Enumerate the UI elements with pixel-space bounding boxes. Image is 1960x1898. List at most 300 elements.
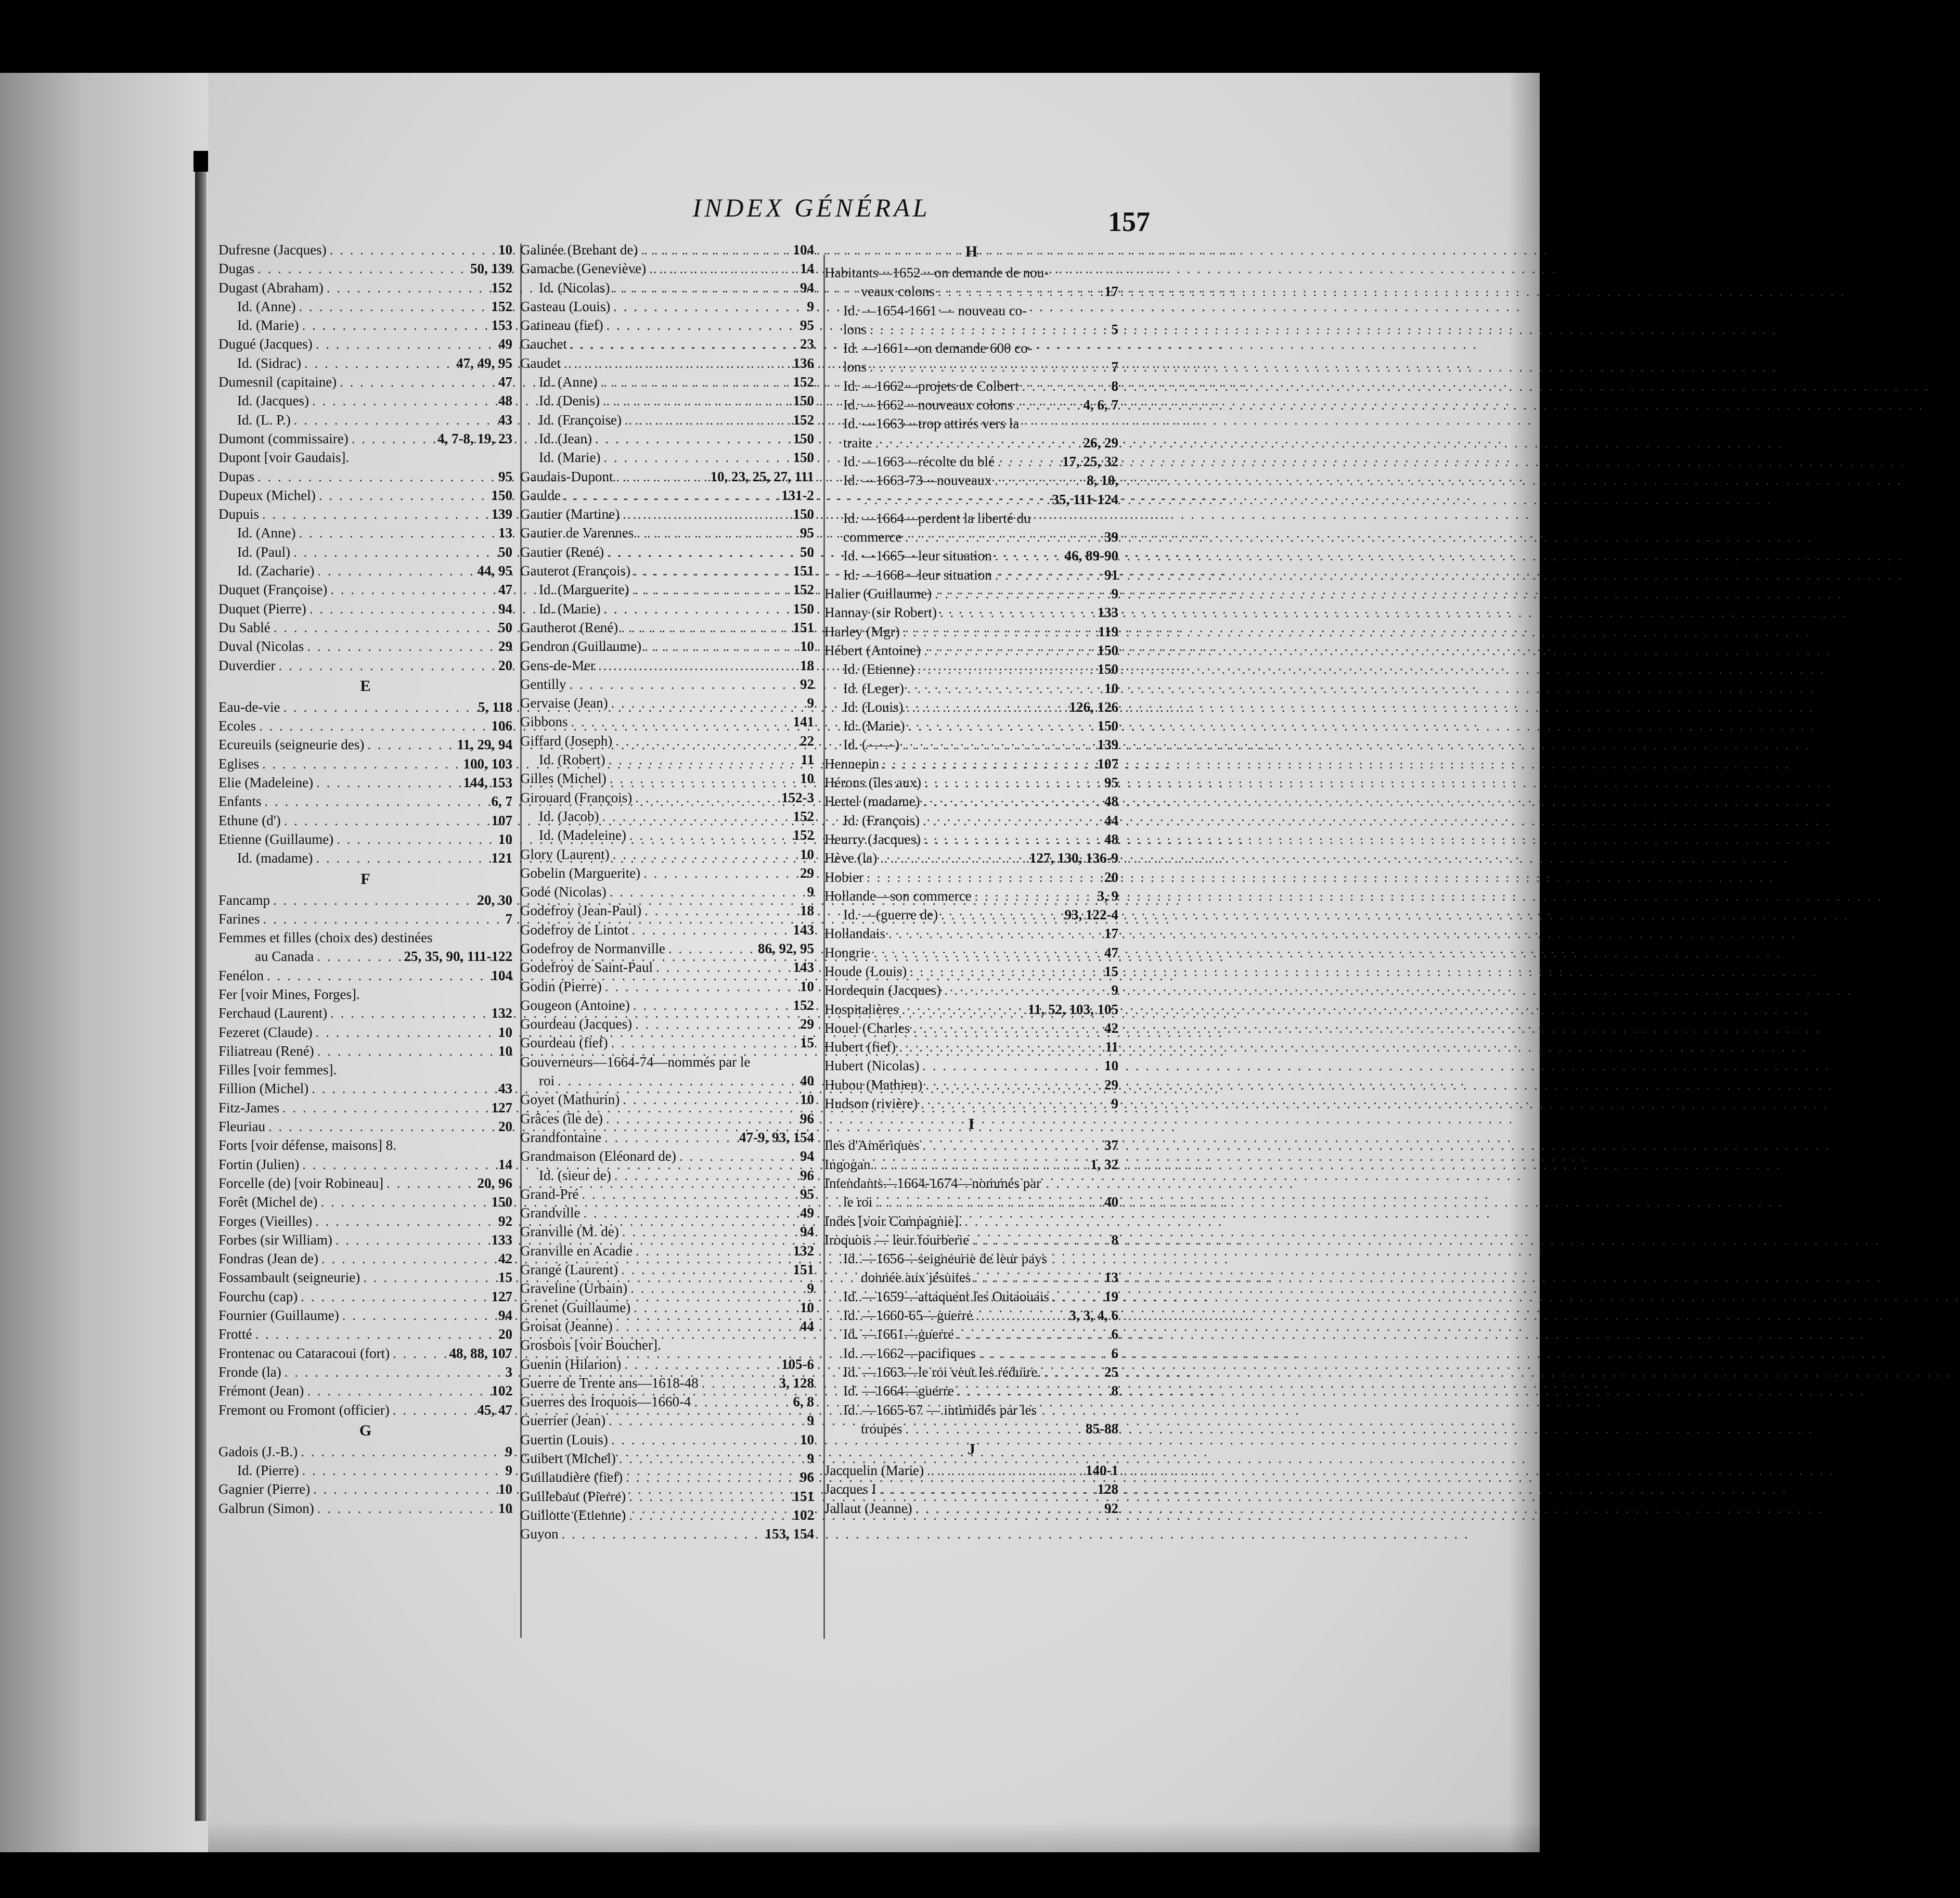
entry-pages: 20 xyxy=(498,1326,512,1342)
index-entry xyxy=(218,1212,512,1230)
entry-pages: 20, 96 xyxy=(477,1175,512,1191)
dot-leader xyxy=(254,259,470,278)
index-entry xyxy=(520,373,814,391)
index-entry xyxy=(218,716,512,735)
entry-pages: 11 xyxy=(801,752,814,768)
entry-pages: 50, 139 xyxy=(470,261,512,277)
entry-pages: 94 xyxy=(800,1148,814,1164)
index-entry xyxy=(520,1090,814,1109)
dot-leader xyxy=(281,1363,506,1381)
index-column-1 xyxy=(218,240,512,1518)
index-entry xyxy=(520,1468,814,1486)
dot-leader xyxy=(903,698,1069,716)
entry-pages: 6, 8 xyxy=(793,1394,814,1410)
section-letter-label: H xyxy=(965,243,978,260)
entry-name: Id. (Pierre) xyxy=(237,1463,299,1479)
entry-name: Forbes (sir William) xyxy=(218,1232,332,1248)
entry-pages: 95 xyxy=(800,1186,814,1202)
index-entry xyxy=(520,882,814,901)
index-entry xyxy=(520,826,814,844)
dot-leader xyxy=(872,1192,1104,1211)
entry-pages: 150 xyxy=(793,506,814,522)
entry-name: Id. (Paul) xyxy=(237,544,290,560)
section-letter-label: J xyxy=(968,1441,975,1458)
entry-pages: 35, 111-124 xyxy=(1052,491,1118,507)
entry-name: au Canada xyxy=(255,948,314,965)
entry-name: Gautherot (René) xyxy=(520,619,618,635)
dot-leader xyxy=(270,891,478,909)
entry-name: Fortin (Julien) xyxy=(218,1156,300,1172)
entry-pages: 10 xyxy=(800,771,814,787)
index-entry xyxy=(218,1442,512,1461)
index-entry xyxy=(824,1363,1118,1381)
dot-leader xyxy=(691,1392,793,1411)
entry-name: Fourchu (cap) xyxy=(218,1288,298,1304)
dot-leader xyxy=(969,1230,1111,1249)
entry-pages: 152 xyxy=(793,997,814,1013)
index-entry xyxy=(824,339,1118,357)
entry-name: Godefroy de Saint-Paul xyxy=(520,959,653,976)
entry-name: Houde (Louis) xyxy=(824,963,907,979)
index-entry xyxy=(218,792,512,811)
entry-name: Hongrie xyxy=(824,944,871,960)
entry-name: Hève (la) xyxy=(824,850,878,866)
dot-leader xyxy=(922,1075,1104,1094)
entry-name: Jacquelin (Marie) xyxy=(824,1463,924,1479)
entry-pages: 152 xyxy=(793,374,814,390)
dot-leader xyxy=(620,1090,800,1109)
dot-leader xyxy=(316,486,492,505)
entry-pages: 9 xyxy=(1111,1096,1118,1112)
index-entry xyxy=(520,486,814,505)
dot-leader xyxy=(318,1249,498,1268)
entry-name: Id. —1656—seigneurie de leur pays xyxy=(843,1251,1048,1267)
index-entry xyxy=(218,891,512,909)
index-entry xyxy=(218,947,512,966)
index-entry xyxy=(218,909,512,928)
entry-name: Guerrier (Jean) xyxy=(520,1413,606,1429)
entry-name: donnée aux jésuites xyxy=(861,1269,971,1286)
entry-name: Gautier (Martine) xyxy=(520,506,620,522)
index-entry xyxy=(218,1023,512,1042)
entry-name: Grandfontaine xyxy=(520,1129,601,1145)
index-entry xyxy=(520,845,814,864)
entry-name: Guerres des Iroquois—1660-4 xyxy=(520,1394,691,1410)
entry-pages: 43 xyxy=(498,1081,512,1097)
dot-leader xyxy=(995,452,1062,471)
entry-name: Guyon xyxy=(520,1526,559,1542)
index-entry xyxy=(218,656,512,675)
entry-name: Gourdeau (Jacques) xyxy=(520,1016,633,1032)
entry-name: Halier (Guillaume) xyxy=(824,586,932,602)
entry-pages: 10 xyxy=(498,831,512,847)
entry-pages: 119 xyxy=(1098,623,1118,639)
dot-leader xyxy=(256,716,492,735)
entry-name: Id. (Leger) xyxy=(843,680,904,696)
dot-leader xyxy=(918,1094,1111,1113)
entry-name: Id. —1668—leur situation xyxy=(843,567,992,583)
entry-name: Gervaise (Jean) xyxy=(520,695,608,711)
entry-pages: 10 xyxy=(800,1299,814,1315)
entry-name: Id. (Nicolas) xyxy=(539,279,610,296)
entry-pages: 40 xyxy=(800,1073,814,1089)
index-entry xyxy=(824,1344,1118,1363)
entry-pages: 5 xyxy=(1111,321,1118,337)
entry-pages: 47 xyxy=(498,374,512,390)
dot-leader xyxy=(902,1419,1086,1438)
dot-leader xyxy=(877,849,1029,867)
entry-pages: 10 xyxy=(498,1024,512,1040)
index-entry xyxy=(824,528,1118,546)
dot-leader xyxy=(608,694,807,712)
entry-pages: 10 xyxy=(800,1431,814,1447)
index-entry xyxy=(824,263,1118,282)
index-entry xyxy=(824,1480,1118,1498)
index-entry xyxy=(520,1411,814,1430)
dot-leader xyxy=(599,807,793,826)
dot-leader xyxy=(621,1355,781,1374)
dot-leader xyxy=(619,1222,800,1241)
index-entry xyxy=(824,1037,1118,1056)
dot-leader xyxy=(618,618,793,637)
entry-pages: 150 xyxy=(793,430,814,446)
index-entry xyxy=(520,1260,814,1279)
dot-leader xyxy=(595,656,800,675)
index-entry xyxy=(824,1419,1118,1438)
entry-pages: 151 xyxy=(793,1262,814,1278)
dot-leader xyxy=(601,1128,739,1147)
dot-leader xyxy=(632,1015,800,1033)
dot-leader xyxy=(641,901,800,920)
index-entry xyxy=(218,1249,512,1268)
dot-leader xyxy=(580,1203,800,1222)
index-entry xyxy=(520,1166,814,1185)
index-entry xyxy=(824,981,1118,999)
index-entry xyxy=(218,637,512,656)
index-entry xyxy=(520,354,814,373)
entry-name: Forêt (Michel de) xyxy=(218,1194,318,1210)
dot-leader xyxy=(613,1317,800,1336)
entry-pages: 128 xyxy=(1097,1481,1118,1497)
entry-name: Id. —1660-65—guerre xyxy=(843,1307,973,1324)
entry-name: Harley (Mgr) xyxy=(824,623,900,639)
entry-name: Gamache (Geneviève) xyxy=(520,261,647,277)
entry-pages: 42 xyxy=(498,1251,512,1267)
page-shadow-bottom xyxy=(208,1821,1540,1852)
entry-pages: 10, 23, 25, 27, 111 xyxy=(710,468,814,484)
section-letter-label: E xyxy=(360,677,371,695)
index-entry xyxy=(824,1287,1118,1306)
entry-name: Indes [voir Compagnie]. xyxy=(824,1213,962,1229)
entry-name: Frémont (Jean) xyxy=(218,1383,304,1399)
dot-leader xyxy=(327,240,498,259)
dot-leader xyxy=(921,641,1097,660)
index-entry xyxy=(824,1325,1118,1343)
dot-leader xyxy=(932,584,1111,603)
entry-name: Fer [voir Mines, Forges]. xyxy=(218,986,360,1002)
entry-pages: 19 xyxy=(1104,1288,1118,1304)
index-entry xyxy=(824,1401,1118,1419)
dot-leader xyxy=(600,448,793,467)
entry-pages: 143 xyxy=(793,921,814,938)
entry-name: Forges (Vieilles) xyxy=(218,1213,313,1229)
index-entry xyxy=(520,1147,814,1165)
section-letter-label: F xyxy=(360,870,370,888)
entry-name: Godefroy (Jean-Paul) xyxy=(520,903,642,919)
entry-name: Id. —(guerre de) xyxy=(843,907,938,923)
dot-leader xyxy=(313,1023,498,1042)
entry-name: lons xyxy=(843,359,867,375)
dot-leader xyxy=(879,754,1098,773)
entry-name: Ethune (d') xyxy=(218,812,281,828)
index-entry xyxy=(520,637,814,656)
entry-name: Elie (Madeleine) xyxy=(218,775,314,791)
entry-pages: 127 xyxy=(491,1288,512,1304)
entry-name: Dumont (commissaire) xyxy=(218,430,349,446)
dot-leader xyxy=(567,335,800,353)
entry-name: Jallaut (Jeanne) xyxy=(824,1500,912,1516)
index-entry xyxy=(218,1401,512,1419)
index-entry xyxy=(824,433,1118,452)
entry-pages: 20 xyxy=(498,1119,512,1135)
entry-name: Heurry (Jacques) xyxy=(824,831,921,847)
index-entry xyxy=(520,958,814,977)
dot-leader xyxy=(314,947,404,966)
page-number: 157 xyxy=(1108,206,1150,237)
dot-leader xyxy=(605,1411,807,1430)
dot-leader xyxy=(555,1071,800,1090)
entry-pages: 150 xyxy=(793,450,814,466)
dot-leader xyxy=(921,830,1104,849)
dot-leader xyxy=(861,490,1052,509)
entry-pages: 18 xyxy=(800,657,814,673)
dot-leader xyxy=(867,320,1111,339)
dot-leader xyxy=(290,543,498,561)
dot-leader xyxy=(618,1260,793,1279)
entry-name: Granville (M. de) xyxy=(520,1224,619,1240)
entry-name: Farines xyxy=(218,910,260,927)
index-entry xyxy=(520,996,814,1015)
index-entry xyxy=(218,278,512,297)
dot-leader xyxy=(626,1506,793,1524)
dot-leader xyxy=(920,811,1104,830)
entry-name: Ferchaud (Laurent) xyxy=(218,1005,328,1021)
entry-pages: 46, 89-90 xyxy=(1064,548,1118,564)
index-entry xyxy=(520,1336,814,1354)
index-entry xyxy=(520,467,814,486)
entry-name: Guenin (Hilarion) xyxy=(520,1356,622,1372)
entry-pages: 48 xyxy=(498,393,512,409)
dot-leader xyxy=(568,712,793,731)
entry-pages: 10 xyxy=(800,846,814,862)
entry-name: Id. (Jacob) xyxy=(539,808,599,824)
dot-leader xyxy=(608,1430,800,1449)
entry-pages: 102 xyxy=(491,1383,512,1399)
dot-leader xyxy=(935,282,1104,301)
section-letter xyxy=(218,675,512,698)
entry-name: Id. —1661—on demande 600 co- xyxy=(843,340,1033,356)
dot-leader xyxy=(607,769,800,788)
entry-name: Hordequin (Jacques) xyxy=(824,982,942,998)
entry-name: Duval (Nicolas xyxy=(218,638,304,655)
dot-leader xyxy=(310,1480,498,1498)
entry-pages: 44 xyxy=(800,1318,814,1334)
dot-leader xyxy=(630,561,793,580)
entry-name: Id. —1662—nouveaux colons xyxy=(843,397,1013,413)
index-entry xyxy=(824,1268,1118,1287)
section-letter xyxy=(218,1419,512,1442)
entry-pages: 29 xyxy=(1104,1076,1118,1093)
entry-pages: 151 xyxy=(793,1488,814,1504)
index-entry xyxy=(218,1268,512,1287)
index-entry xyxy=(520,580,814,599)
entry-name: Id. (Françoise) xyxy=(539,412,622,428)
index-entry xyxy=(218,1381,512,1400)
index-entry xyxy=(520,712,814,731)
entry-name: Frotté xyxy=(218,1326,252,1342)
index-entry xyxy=(824,584,1118,603)
dot-leader xyxy=(275,656,498,675)
page-title: INDEX GÉNÉRAL xyxy=(692,193,931,222)
entry-name: Fezeret (Claude) xyxy=(218,1024,313,1040)
index-entry xyxy=(824,773,1118,792)
entry-name: Guertin (Louis) xyxy=(520,1431,608,1447)
entry-name: Enfants xyxy=(218,793,262,810)
dot-leader xyxy=(291,411,498,429)
entry-name: Id. (Marguerite) xyxy=(539,582,629,598)
entry-pages: 127 xyxy=(491,1099,512,1115)
entry-pages: 150 xyxy=(793,393,814,409)
entry-name: Hérons (îles aux) xyxy=(824,775,921,791)
dot-leader xyxy=(973,1306,1069,1325)
index-entry xyxy=(218,297,512,316)
dot-leader xyxy=(907,962,1104,981)
index-entry xyxy=(520,1298,814,1317)
index-entry xyxy=(520,1524,814,1543)
entry-name: Grosbois [voir Boucher]. xyxy=(520,1337,661,1353)
entry-pages: 10 xyxy=(800,638,814,655)
index-entry xyxy=(218,580,512,599)
index-entry xyxy=(218,1480,512,1498)
entry-pages: 10 xyxy=(498,242,512,258)
index-entry xyxy=(824,1381,1118,1400)
index-entry xyxy=(824,868,1118,887)
entry-name: Id. (Jacques) xyxy=(237,393,309,409)
dot-leader xyxy=(919,1056,1104,1075)
dot-leader xyxy=(920,792,1104,811)
index-entry xyxy=(520,920,814,939)
entry-name: Gaudet xyxy=(520,355,561,371)
entry-pages: 150 xyxy=(1097,718,1118,734)
index-entry xyxy=(520,1033,814,1052)
entry-pages: 150 xyxy=(1097,642,1118,658)
dot-leader xyxy=(603,1109,800,1128)
index-entry xyxy=(520,335,814,353)
dot-leader xyxy=(327,1004,491,1022)
entry-name: Dupas xyxy=(218,468,254,484)
index-entry xyxy=(824,1230,1118,1249)
entry-name: Glory (Laurent) xyxy=(520,846,610,862)
index-entry xyxy=(824,452,1118,471)
index-entry xyxy=(218,1461,512,1480)
entry-pages: 9 xyxy=(807,298,814,314)
entry-name: Du Sablé xyxy=(218,619,270,635)
dot-leader xyxy=(638,240,793,259)
entry-pages: 104 xyxy=(793,242,814,258)
entry-name: Godin (Pierre) xyxy=(520,978,602,994)
entry-name: Id. (François) xyxy=(843,812,920,828)
entry-pages: 9 xyxy=(1111,982,1118,998)
index-entry xyxy=(824,754,1118,773)
entry-name: Giffard (Joseph) xyxy=(520,733,613,749)
entry-pages: 14 xyxy=(800,261,814,277)
entry-pages: 9 xyxy=(807,1451,814,1466)
dot-leader xyxy=(604,543,800,561)
dot-leader xyxy=(976,1344,1112,1363)
entry-pages: 23 xyxy=(800,336,814,352)
entry-name: Iles d'Amériques xyxy=(824,1137,920,1153)
entry-pages: 44 xyxy=(1104,812,1118,828)
entry-name: Id. (Anne) xyxy=(237,298,296,314)
entry-pages: 10 xyxy=(1104,1058,1118,1074)
index-entry xyxy=(824,792,1118,811)
entry-pages: 92 xyxy=(498,1213,512,1229)
entry-name: Grenet (Guillaume) xyxy=(520,1299,631,1315)
index-entry xyxy=(824,660,1118,678)
entry-name: Intendants—1664-1674—nommés par xyxy=(824,1175,1041,1191)
entry-pages: 50 xyxy=(498,544,512,560)
dot-leader xyxy=(299,1461,505,1480)
entry-pages: 9 xyxy=(807,884,814,900)
dot-leader xyxy=(559,1524,765,1543)
entry-pages: 8, 10, xyxy=(1087,472,1118,489)
entry-pages: 132 xyxy=(793,1242,814,1259)
entry-name: Fremont ou Fromont (officier) xyxy=(218,1402,390,1418)
index-entry xyxy=(824,622,1118,641)
entry-name: Ecoles xyxy=(218,718,256,734)
index-entry xyxy=(520,977,814,996)
dot-leader xyxy=(876,1480,1098,1498)
entry-pages: 9 xyxy=(505,1443,512,1459)
entry-name: Houel (Charles xyxy=(824,1020,910,1036)
index-entry xyxy=(520,505,814,523)
dot-leader xyxy=(270,618,498,637)
entry-pages: 47 xyxy=(498,582,512,598)
entry-name: Habitants—1652—on demande de nou- xyxy=(824,265,1049,280)
entry-name: Id. —1663-73—nouveaux xyxy=(843,472,991,489)
index-entry xyxy=(218,505,512,523)
index-entry xyxy=(218,335,512,353)
entry-name: Fondras (Jean de) xyxy=(218,1251,318,1267)
entry-pages: 29 xyxy=(498,638,512,655)
dot-leader xyxy=(313,849,491,867)
entry-pages: 17 xyxy=(1104,284,1118,300)
index-entry xyxy=(824,735,1118,754)
entry-name: Id. (Marie) xyxy=(539,600,601,617)
entry-name: Frontenac ou Cataracoui (fort) xyxy=(218,1345,390,1361)
entry-name: Guerre de Trente ans—1618-48 xyxy=(520,1375,699,1391)
entry-name: Hubou (Mathieu) xyxy=(824,1076,923,1093)
index-entry xyxy=(218,1287,512,1306)
entry-name: Id. (Sidrac) xyxy=(237,355,301,371)
dot-leader xyxy=(600,599,793,618)
entry-pages: 6, 7 xyxy=(491,793,512,810)
index-entry xyxy=(218,1230,512,1249)
index-entry xyxy=(520,1015,814,1033)
entry-name: Id. —1662—projets de Colbert xyxy=(843,378,1019,394)
entry-name: Fronde (la) xyxy=(218,1364,281,1380)
entry-name: Fillion (Michel) xyxy=(218,1081,309,1097)
